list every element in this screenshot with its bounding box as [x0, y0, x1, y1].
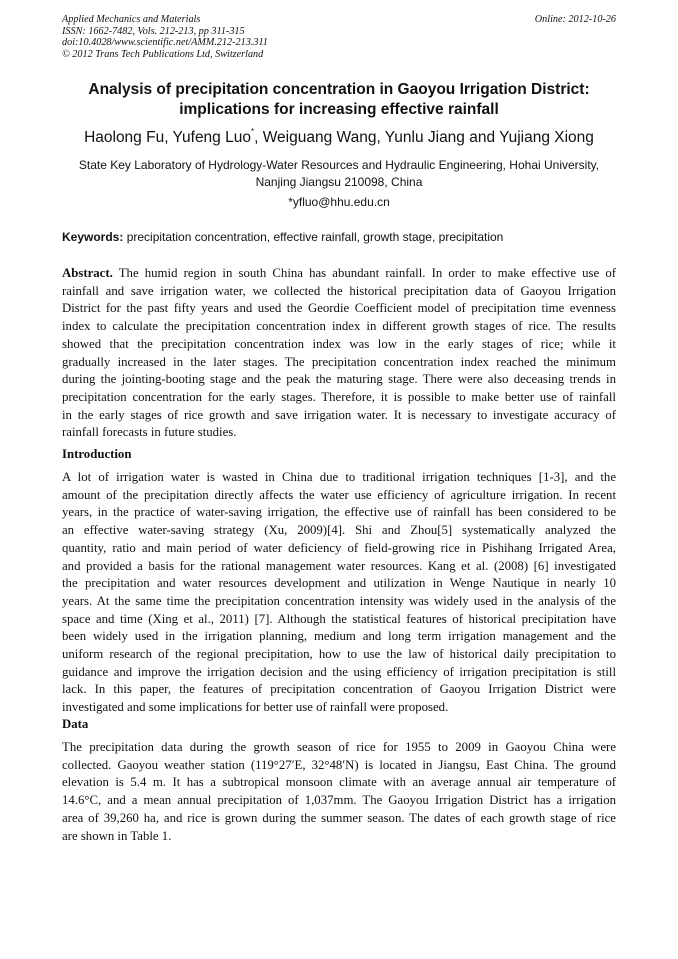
introduction-line: investigated and some implications for better use of rainfall were proposed.: [62, 700, 449, 715]
introduction-line: been widely used in the irrigation planning, medium and long term irrigation management and the: [62, 629, 616, 644]
abstract-line: gradually increased in the later stages. The precipitation concentration index reached the minimum: [62, 354, 616, 369]
abstract-line: District for the past fifty years and used the Geordie Coefficient model of precipitation time evenness: [62, 301, 616, 316]
abstract-line: rainfall and save irrigation water, we collected the historical precipitation data of Gaoyou Irrigation: [62, 283, 616, 298]
abstract-line: in the early stages of rice growth and save irrigation water. It is necessary to investigate accuracy of: [62, 407, 616, 422]
abstract-line: rainfall forecasts in future studies.: [62, 425, 237, 440]
introduction-line: the precipitation and water resources development and utilization in Wenge Nautique in nearly 10: [62, 576, 616, 591]
introduction-body: [62, 469, 616, 717]
data-line: area of 39,260 ha, and rice is grown during the summer season. The dates of each growth stage of rice: [62, 810, 616, 825]
data-body: [62, 739, 616, 845]
introduction-line: and provided a basis for the rational management water resources. Kang et al. (2008) [6] investigated: [62, 558, 616, 573]
introduction-line: quantity, ratio and main period of water deficiency of field-growing rice in Pishihang Irrigated Area,: [62, 540, 616, 555]
abstract-label: Abstract.: [62, 266, 113, 280]
abstract: [62, 265, 616, 442]
abstract-line: precipitation concentration for the early stages. Therefore, it is possible to make better use of rainfall: [62, 389, 616, 404]
abstract-line: index to calculate the precipitation concentration index in different growth stages of rice. The results: [62, 319, 616, 334]
introduction-line: years, in the practice of water-saving irrigation, the effective use of rainfall has been considered to be: [62, 505, 616, 520]
paper-title: [62, 80, 616, 119]
journal-issn: ISSN: 1662-7482, Vols. 212-213, pp 311-315: [62, 25, 245, 37]
introduction-line: uniform research of the regional precipitation, how to use the law of historical daily precipitation to: [62, 647, 616, 662]
introduction-line: years. At the same time the precipitation concentration intensity was widely used in the analysis of the: [62, 593, 616, 608]
keywords: [62, 229, 622, 245]
introduction-line: guidance and improve the irrigation decision and the using efficiency of irrigation precipitation is still: [62, 664, 616, 679]
affiliation-line-2: Nanjing Jiangsu 210098, China: [255, 175, 423, 189]
data-line: The precipitation data during the growth season of rice for 1955 to 2009 in Gaoyou China were: [62, 740, 616, 754]
data-line: are shown in Table 1.: [62, 828, 172, 843]
keywords-label: Keywords:: [62, 230, 124, 244]
author-list: [40, 128, 638, 148]
introduction-heading: Introduction: [62, 447, 132, 461]
introduction-line: amount of the precipitation directly affects the water use efficiency of agriculture irrigation. In recent: [62, 487, 616, 502]
abstract-line: showed that the precipitation concentration index was low in the early stages of rice; while it: [62, 336, 616, 351]
paper-title-line-2: implications for increasing effective rainfall: [179, 100, 499, 118]
authors-part-1: Haolong Fu, Yufeng Luo: [84, 129, 251, 146]
data-line: elevation is 5.4 m. It has a subtropical monsoon climate with an average annual air temperature of: [62, 775, 616, 790]
data-line: collected. Gaoyou weather station (119°27′E, 32°48′N) is located in Jiangsu, East China. The ground: [62, 757, 616, 772]
introduction-line: lack. In this paper, the features of precipitation concentration of Gaoyou Irrigation District were: [62, 682, 616, 697]
contact-email: *yfluo@hhu.edu.cn: [288, 195, 390, 209]
journal-copyright: © 2012 Trans Tech Publications Ltd, Switzerland: [62, 48, 264, 60]
introduction-line: space and time (Xing et al., 2011) [7]. Although the statistical features of historical precipitation have: [62, 611, 616, 626]
abstract-line: during the jointing-booting stage and the peak the maturing stage. There were also deceasing trends in: [62, 372, 616, 387]
abstract-line: Abstract. The humid region in south China has abundant rainfall. In order to make effective use of: [62, 266, 616, 280]
journal-name: Applied Mechanics and Materials: [62, 14, 201, 25]
online-date: Online: 2012-10-26: [534, 14, 616, 25]
keywords-text: precipitation concentration, effective rainfall, growth stage, precipitation: [123, 230, 504, 244]
corresponding-author-mark: *: [250, 127, 255, 136]
journal-info: [62, 14, 462, 60]
affiliation: [52, 157, 626, 191]
affiliation-line-1: State Key Laboratory of Hydrology-Water Resources and Hydraulic Engineering, Hohai University,: [78, 158, 600, 172]
data-line: 14.6°C, and a mean annual precipitation of 1,037mm. The Gaoyou Irrigation District has a irrigation: [62, 793, 616, 808]
paper-title-line-1: Analysis of precipitation concentration in Gaoyou Irrigation District:: [88, 81, 590, 98]
introduction-line: A lot of irrigation water is wasted in China due to traditional irrigation techniques [1-3], and the: [62, 470, 616, 484]
journal-doi: doi:10.4028/www.scientific.net/AMM.212-213.311: [62, 37, 268, 48]
introduction-line: an effective water-saving strategy (Xu, 2009)[4]. Shi and Zhou[5] systematically analyzed the: [62, 523, 616, 538]
authors-part-2: , Weiguang Wang, Yunlu Jiang and Yujiang Xiong: [254, 129, 594, 146]
data-heading: Data: [62, 717, 89, 731]
